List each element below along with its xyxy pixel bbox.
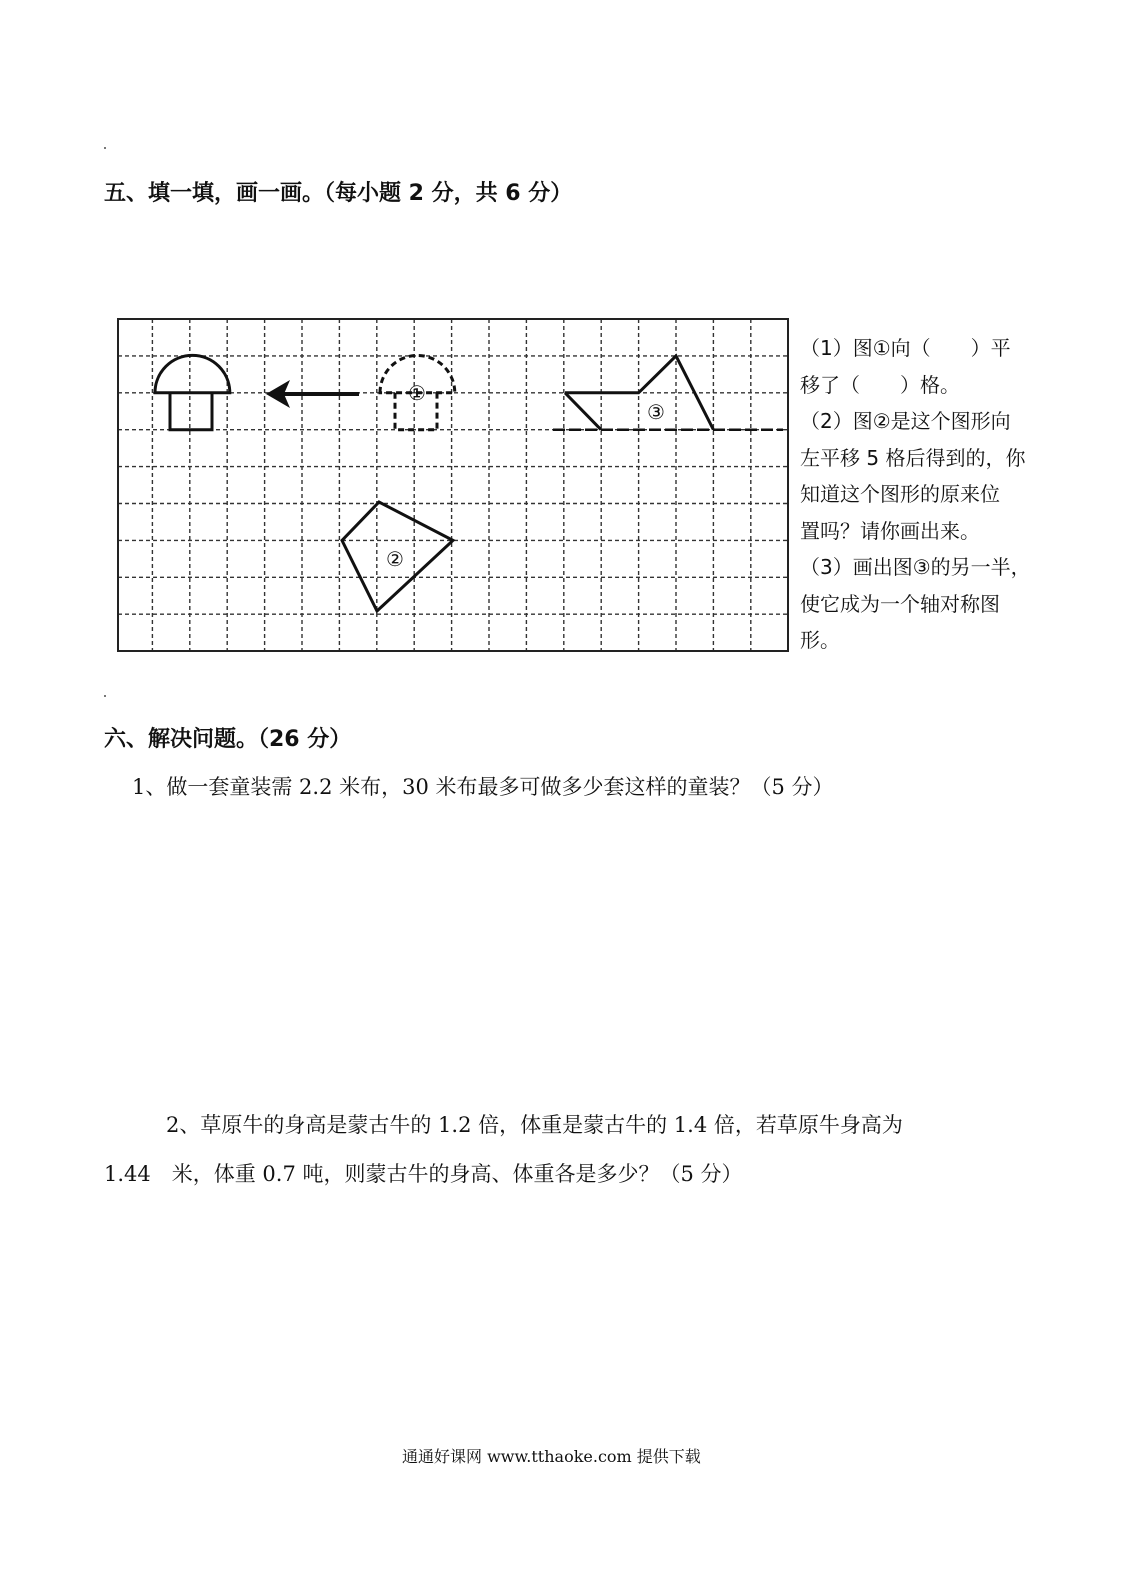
figure-3-label: ③ — [647, 400, 665, 424]
note-line: 形。 — [800, 628, 840, 652]
page-footer: 通通好课网 www.tthaoke.com 提供下载 — [402, 1447, 701, 1466]
question-2-line-2: 1.44 米，体重 0.7 吨，则蒙古牛的身高、体重各是多少？（5 分） — [104, 1162, 743, 1186]
note-line: 左平移 5 格后得到的，你 — [800, 445, 1026, 470]
figure-2-label: ② — [386, 547, 404, 571]
note-line: （3）画出图③的另一半， — [800, 555, 1031, 579]
question-2-line-1: 2、草原牛的身高是蒙古牛的 1.2 倍，体重是蒙古牛的 1.4 倍，若草原牛身高为 — [166, 1113, 903, 1137]
grid-figure — [115, 316, 795, 656]
note-line: （2）图②是这个图形向 — [800, 409, 1011, 433]
left-arrow — [266, 380, 359, 408]
question-1: 1、做一套童装需 2.2 米布，30 米布最多可做多少套这样的童装？（5 分） — [132, 775, 834, 799]
note-line: （1）图①向（ ）平 — [800, 336, 1011, 360]
scan-speck — [104, 695, 106, 697]
grid-border — [118, 319, 788, 651]
note-line: 知道这个图形的原来位 — [800, 482, 1000, 506]
grid-lines — [118, 319, 788, 651]
mushroom-shape — [155, 355, 230, 429]
note-line: 使它成为一个轴对称图 — [800, 591, 1000, 616]
note-line: 置吗？请你画出来。 — [800, 518, 980, 543]
section-5-notes — [800, 330, 1100, 659]
section-6-title: 六、解决问题。（26 分） — [104, 727, 352, 752]
figure-1-label: ① — [408, 381, 426, 405]
note-line: 移了（ ）格。 — [800, 372, 960, 397]
scan-speck — [104, 147, 106, 149]
section-5-title: 五、填一填，画一画。（每小题 2 分，共 6 分） — [104, 181, 573, 206]
